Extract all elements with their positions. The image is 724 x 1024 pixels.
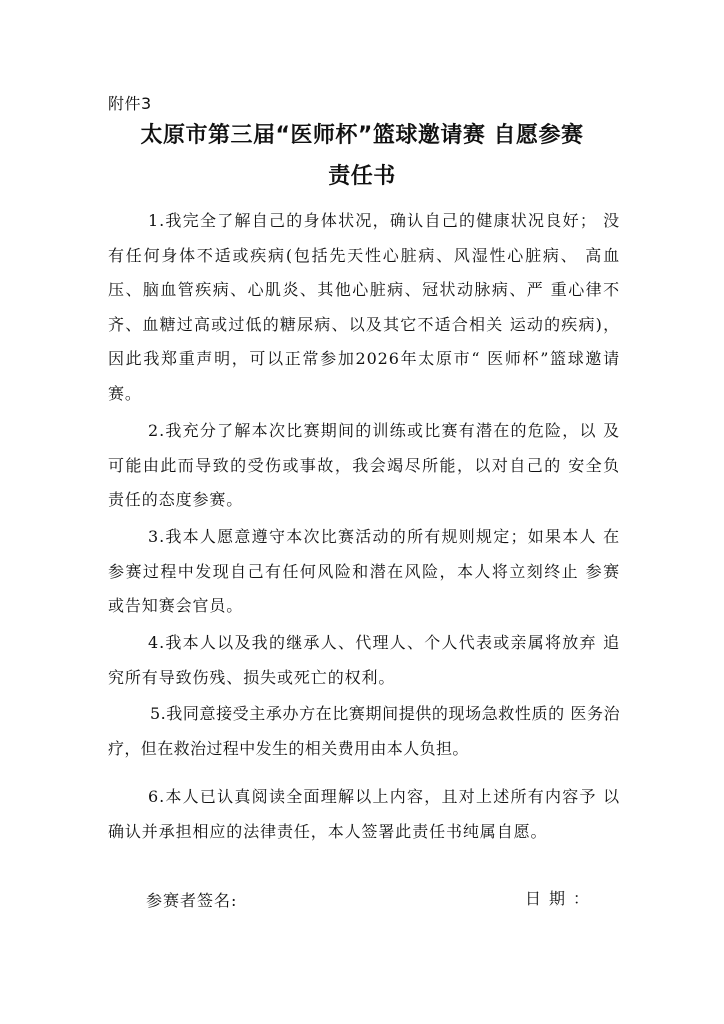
attachment-label: 附件3 <box>108 94 152 113</box>
clause-2: 2.我充分了解本次比赛期间的训练或比赛有潜在的危险，以 及可能由此而导致的受伤或事故，我会竭尽所能，以对自己的 安全负责任的态度参赛。 <box>108 421 620 509</box>
document-title-line2: 责任书 <box>328 164 396 189</box>
clause-3: 3.我本人愿意遵守本次比赛活动的所有规则规定；如果本人 在参赛过程中发现自己有任何风险和潜在风险，本人将立刻终止 参赛或告知赛会官员。 <box>108 527 620 615</box>
date-label: 日期： <box>525 889 598 908</box>
clause-1: 1.我完全了解自己的身体状况，确认自己的健康状况良好； 没有任何身体不适或疾病(包括先天性心脏病、风湿性心脏病、 高血压、脑血管疾病、心肌炎、其他心脏病、冠状动脉病、严 重心律不齐、血糖过高或过低的糖尿病、以及其它不适合相关 运动的疾病)，因此我郑重声明，可以正常参加2026年太原市“ 医师杯”篮球邀请赛。 <box>108 211 620 403</box>
signature-label: 参赛者签名: <box>146 891 238 910</box>
document-title: 太原市第三届“医师杯”篮球邀请赛 自愿参赛 <box>140 123 584 148</box>
clause-6: 6.本人已认真阅读全面理解以上内容，且对上述所有内容予 以确认并承担相应的法律责任，本人签署此责任书纯属自愿。 <box>108 787 620 841</box>
clause-4: 4.我本人以及我的继承人、代理人、个人代表或亲属将放弃 追究所有导致伤残、损失或死亡的权利。 <box>108 633 620 687</box>
clause-5: 5.我同意接受主承办方在比赛期间提供的现场急救性质的 医务治疗，但在救治过程中发生的相关费用由本人负担。 <box>108 704 620 758</box>
